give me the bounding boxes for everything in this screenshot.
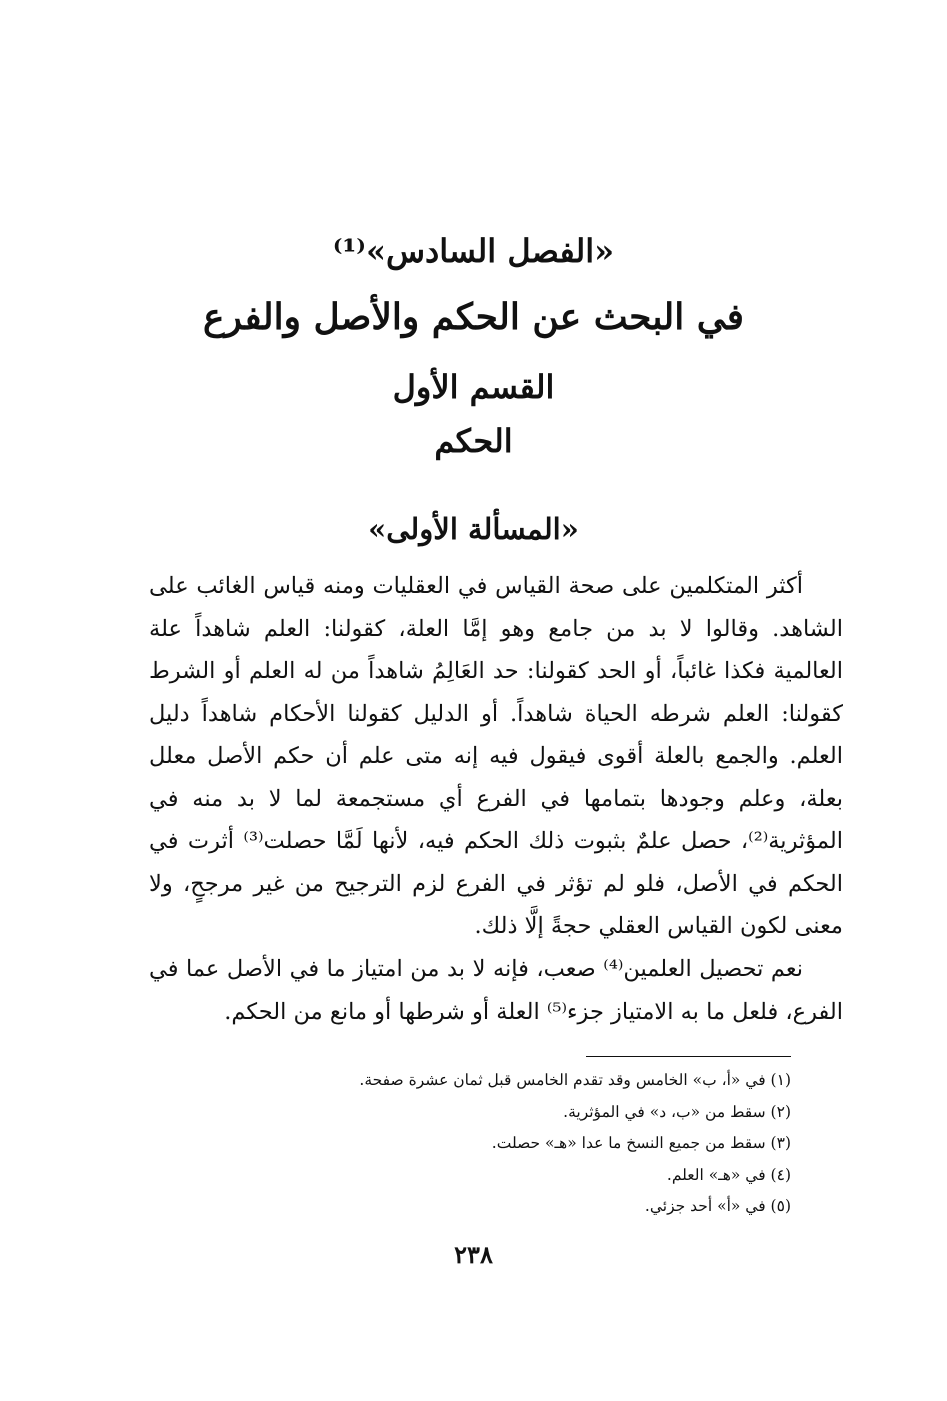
footnote-divider — [586, 1056, 791, 1057]
body-paragraph-1: أكثر المتكلمين على صحة القياس في العقليات ومنه قياس الغائب على الشاهد. وقالوا لا بد من جامع وهو إمَّا العلة، كقولنا: العلم شاهداً علة العالمية فكذا غائباً، أو الحد كقولنا: حد العَالِمُ شاهداً من له العلم أو الشرط كقولنا: العلم شرطه الحياة شاهداً. أو الدليل كقولنا الأحكام شاهداً دليل العلم. والجمع بالعلة أقوى فيقول فيه إنه متى علم أن حكم الأصل معلل بعلة، وعلم وجودها بتمامها في الفرع أي مستجمعة لما لا بد منه في المؤثرية⁽²⁾، حصل علمٌ بثبوت ذلك الحكم فيه، لأنها لَمَّا حصلت⁽³⁾ أثرت في الحكم في الأصل، فلو لم تؤثر في الفرع لزم الترجيح من غير مرجحٍ، ولا معنى لكون القياس العقلي حجةً إلَّا ذلك. — [149, 573, 843, 939]
body-paragraph-2: نعم تحصيل العلمين⁽⁴⁾ صعب، فإنه لا بد من امتياز ما في الأصل عما في الفرع، فلعل ما به الامتياز جزء⁽⁵⁾ العلة أو شرطها أو مانع من الحكم. — [149, 956, 843, 1025]
chapter-subtitle: في البحث عن الحكم والأصل والفرع — [203, 296, 744, 338]
footnote-4: (٤) في «هـ» العلم. — [666, 1165, 791, 1184]
part-title: القسم الأول — [392, 368, 555, 406]
footnotes-list — [151, 1065, 791, 1223]
footnote-2: (٢) سقط من «ب، د» في المؤثرية. — [563, 1102, 791, 1121]
body-paragraph-1-block — [149, 565, 843, 948]
part-subtitle: الحكم — [434, 422, 513, 460]
page-number: ٢٣٨ — [454, 1240, 493, 1269]
footnote-5: (٥) في «أ» أحد جزئي. — [644, 1197, 791, 1215]
issue-title: «المسألة الأولى» — [368, 512, 579, 546]
chapter-title: «الفصل السادس»⁽¹⁾ — [332, 232, 615, 270]
footnote-3: (٣) سقط من جميع النسخ ما عدا «هـ» حصلت. — [491, 1134, 791, 1152]
body-paragraph-2-block — [149, 948, 843, 1033]
footnote-1: (١) في «أ، ب» الخامس وقد تقدم الخامس قبل ثمان عشرة صفحة. — [359, 1071, 791, 1089]
